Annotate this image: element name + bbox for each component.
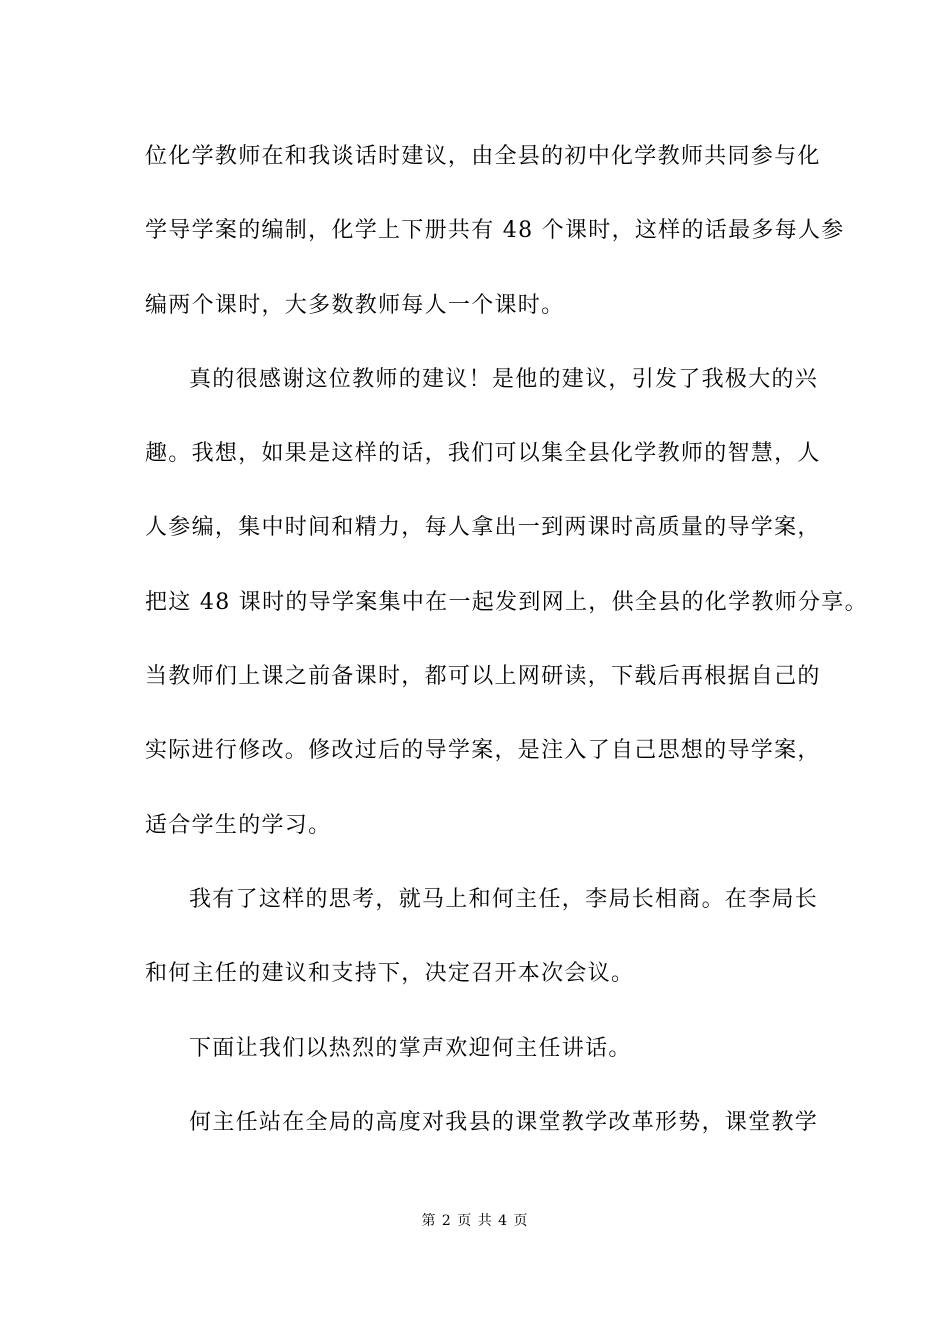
text-line: 位化学教师在和我谈话时建议，由全县的初中化学教师共同参与化 xyxy=(145,144,821,169)
text-line: 把这 48 课时的导学案集中在一起发到网上，供全县的化学教师分享。 xyxy=(145,589,868,615)
paragraph-start-line: 下面让我们以热烈的掌声欢迎何主任讲话。 xyxy=(189,1035,632,1061)
paragraph-start-line: 真的很感谢这位教师的建议！是他的建议，引发了我极大的兴 xyxy=(189,366,819,392)
text-line: 适合学生的学习。 xyxy=(145,812,332,838)
text-line: 人参编，集中时间和精力，每人拿出一到两课时高质量的导学案， xyxy=(145,515,821,541)
paragraph-start-line: 何主任站在全局的高度对我县的课堂教学改革形势，课堂教学 xyxy=(189,1109,819,1135)
text-line: 实际进行修改。修改过后的导学案，是注入了自己思想的导学案， xyxy=(145,738,821,764)
text-line: 编两个课时，大多数教师每人一个课时。 xyxy=(145,292,565,318)
text-line: 学导学案的编制，化学上下册共有 48 个课时，这样的话最多每人参 xyxy=(145,218,845,244)
text-line: 当教师们上课之前备课时，都可以上网研读，下载后再根据自己的 xyxy=(145,664,821,690)
text-line: 和何主任的建议和支持下，决定召开本次会议。 xyxy=(145,961,635,987)
paragraph-start-line: 我有了这样的思考，就马上和何主任，李局长相商。在李局长 xyxy=(189,886,819,912)
page-footer: 第 2 页 共 4 页 xyxy=(421,1213,529,1229)
body-text xyxy=(145,133,868,1173)
text-line: 趣。我想，如果是这样的话，我们可以集全县化学教师的智慧，人 xyxy=(145,441,821,467)
